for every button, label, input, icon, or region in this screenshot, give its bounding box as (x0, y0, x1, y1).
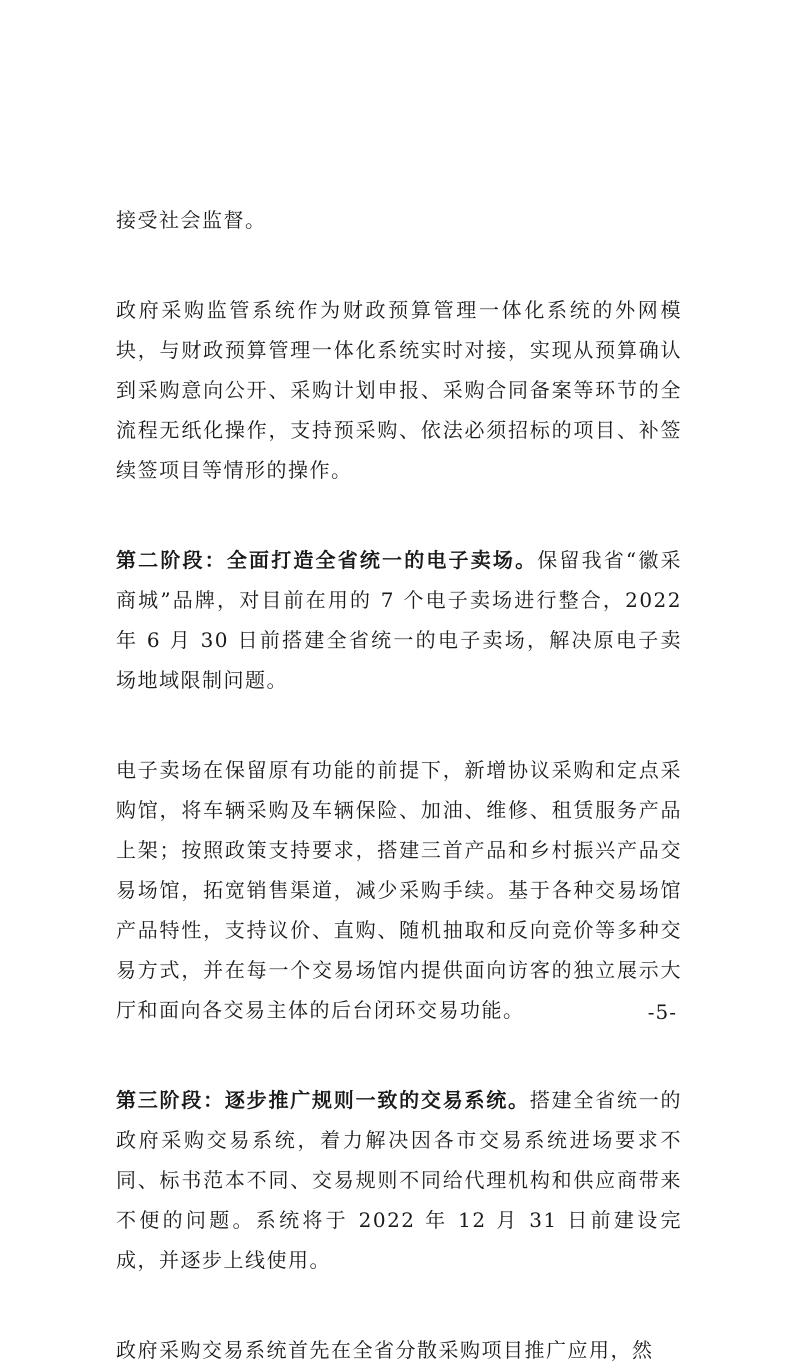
stage-two-heading: 第二阶段：全面打造全省统一的电子卖场。 (116, 548, 538, 572)
body-text (116, 160, 682, 1370)
stage-three-heading: 第三阶段：逐步推广规则一致的交易系统。 (116, 1088, 530, 1112)
paragraph-2-text: 政府采购监管系统作为财政预算管理一体化系统的外网模块，与财政预算管理一体化系统实时对接，实现从预算确认到采购意向公开、采购计划申报、采购合同备案等环节的全流程无纸化操作，支持预采购、依法必须招标的项目、补签续签项目等情形的操作。 (116, 298, 682, 482)
paragraph-2 (116, 250, 682, 490)
paragraph-1-text: 接受社会监督。 (116, 208, 267, 232)
paragraph-4 (116, 710, 682, 1030)
paragraph-5 (116, 1040, 682, 1280)
paragraph-4-text: 电子卖场在保留原有功能的前提下，新增协议采购和定点采购馆，将车辆采购及车辆保险、加油、维修、租赁服务产品上架；按照政策支持要求，搭建三首产品和乡村振兴产品交易场馆，拓宽销售渠道，减少采购手续。基于各种交易场馆产品特性，支持议价、直购、随机抽取和反向竞价等多种交易方式，并在每一个交易场馆内提供面向访客的独立展示大厅和面向各交易主体的后台闭环交易功能。 (116, 758, 682, 1022)
paragraph-1 (116, 160, 682, 240)
paragraph-3-text: 保留我省“徽采商城”品牌，对目前在用的 7 个电子卖场进行整合，2022 年 6 月 30 日前搭建全省统一的电子卖场，解决原电子卖场地域限制问题。 (116, 548, 682, 692)
paragraph-6 (116, 1290, 682, 1370)
paragraph-6-text: 政府采购交易系统首先在全省分散采购项目推广应用，然 (116, 1338, 654, 1362)
paragraph-3 (116, 500, 682, 700)
paragraph-5-text: 搭建全省统一的政府采购交易系统，着力解决因各市交易系统进场要求不同、标书范本不同、交易规则不同给代理机构和供应商带来不便的问题。系统将于 2022 年 12 月 31 日前建设完成，并逐步上线使用。 (116, 1088, 683, 1272)
page-number: -5- (647, 1000, 677, 1024)
